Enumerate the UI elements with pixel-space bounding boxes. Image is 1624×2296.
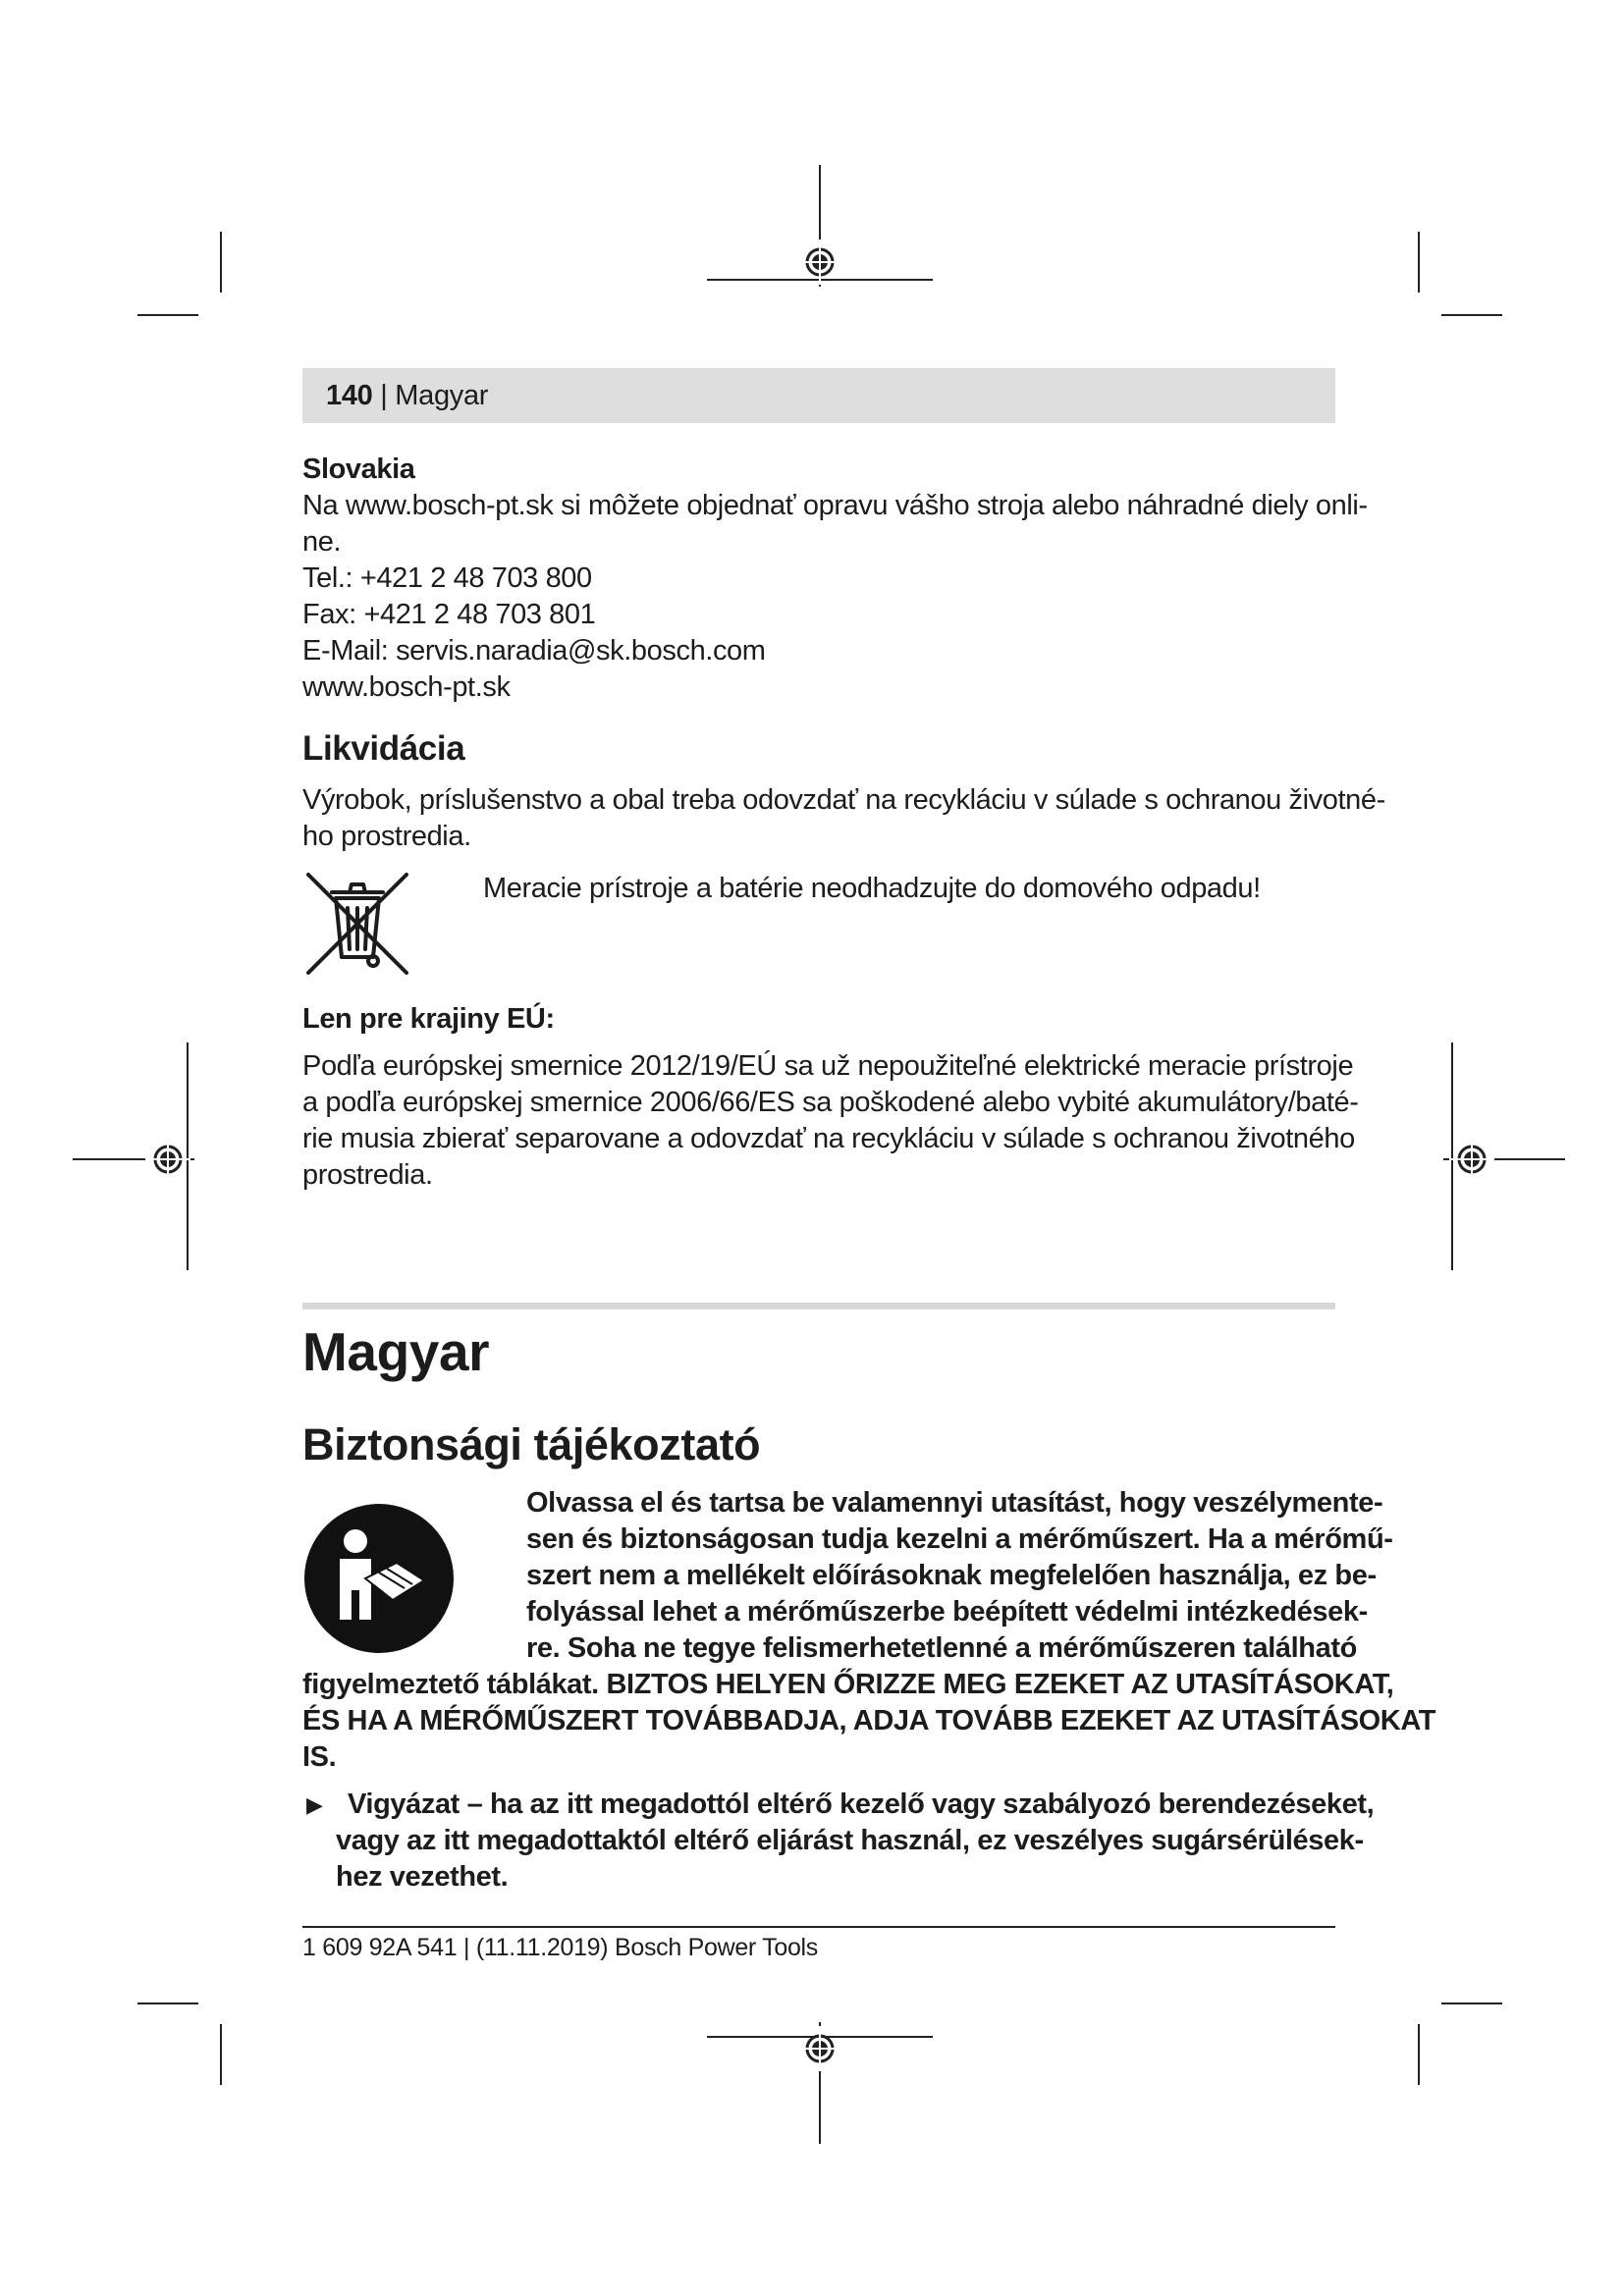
safety-line: szert nem a mellékelt előírásoknak megfelelően használja, ez be- <box>526 1560 1377 1591</box>
warning-line: Vigyázat – ha az itt megadottól eltérő kezelő vagy szabályozó berendezéseket, <box>348 1789 1375 1820</box>
safety-line: folyással lehet a mérőműszerbe beépített védelmi intézkedések- <box>526 1596 1368 1628</box>
registration-mark-icon <box>145 1137 190 1182</box>
safety-intro-full <box>302 1667 1436 1776</box>
safety-line: re. Soha ne tegye felismerhetetlenné a mérőműszeren található <box>526 1632 1357 1664</box>
slovakia-website: www.bosch-pt.sk <box>302 671 511 703</box>
slovakia-line: Na www.bosch-pt.sk si môžete objednať opravu vášho stroja alebo náhradné diely onli- <box>302 490 1368 521</box>
slovakia-section <box>302 452 1368 706</box>
safety-title: Biztonsági tájékoztató <box>302 1419 761 1469</box>
slovakia-email: E-Mail: servis.naradia@sk.bosch.com <box>302 635 766 667</box>
disposal-icon-note-block <box>483 871 1308 907</box>
safety-line: sen és biztonságosan tudja kezelni a mérőműszert. Ha a mérőmű- <box>526 1523 1393 1555</box>
warning-line: hez vezethet. <box>336 1861 509 1893</box>
page-number: 140 <box>326 380 373 411</box>
safety-line: figyelmeztető táblákat. BIZTOS HELYEN ŐRIZZE MEG EZEKET AZ UTASÍTÁSOKAT, <box>302 1669 1394 1700</box>
slovakia-phone: Tel.: +421 2 48 703 800 <box>302 562 592 594</box>
registration-mark-icon <box>797 240 842 285</box>
read-manual-icon <box>302 1502 456 1655</box>
footer-text: 1 609 92A 541 | (11.11.2019) Bosch Power Tools <box>302 1934 819 1961</box>
slovakia-title: Slovakia <box>302 454 415 485</box>
eu-text <box>302 1048 1359 1194</box>
eu-line: prostredia. <box>302 1159 433 1191</box>
eu-line: rie musia zbierať separovane a odovzdať na recykláciu v súlade s ochranou životného <box>302 1123 1355 1154</box>
safety-line: Olvassa el és tartsa be valamennyi utasítást, hogy veszélymente- <box>526 1487 1383 1519</box>
magyar-title-block <box>302 1321 1335 1382</box>
crossed-out-wheelie-bin-icon <box>302 869 412 979</box>
safety-title-block <box>302 1419 1335 1470</box>
disposal-title: Likvidácia <box>302 729 465 768</box>
disposal-line: ho prostredia. <box>302 821 471 852</box>
warning-line: vagy az itt megadottaktól eltérő eljárást használ, ez veszélyes sugársérülések- <box>336 1825 1364 1856</box>
slovakia-line: ne. <box>302 526 342 558</box>
disposal-icon-note: Meracie prístroje a batérie neodhadzujte do domového odpadu! <box>483 873 1261 904</box>
disposal-text <box>302 782 1385 855</box>
header-section: Magyar <box>395 380 489 411</box>
bullet-arrow-icon: ▶ <box>306 1792 323 1817</box>
page-header <box>302 368 1335 423</box>
disposal-line: Výrobok, príslušenstvo a obal treba odovzdať na recykláciu v súlade s ochranou životné- <box>302 784 1385 816</box>
eu-line: a podľa európskej smernice 2006/66/ES sa poškodené alebo vybité akumulátory/baté- <box>302 1087 1359 1118</box>
eu-line: Podľa európskej smernice 2012/19/EÚ sa už nepoužiteľné elektrické meracie prístroje <box>302 1050 1354 1082</box>
safety-line: IS. <box>302 1741 337 1773</box>
safety-intro-beside-icon <box>526 1485 1393 1667</box>
registration-mark-icon <box>1449 1137 1494 1182</box>
safety-line: ÉS HA A MÉRŐMŰSZERT TOVÁBBADJA, ADJA TOVÁBB EZEKET AZ UTASÍTÁSOKAT <box>302 1705 1436 1736</box>
header-separator: | <box>380 380 388 411</box>
registration-mark-icon <box>797 2026 842 2071</box>
footer-rule <box>302 1926 1335 1928</box>
magyar-title: Magyar <box>302 1321 490 1382</box>
section-divider <box>302 1303 1335 1309</box>
disposal-section <box>302 728 1335 770</box>
eu-title: Len pre krajiny EÚ: <box>302 1003 555 1035</box>
eu-section <box>302 1001 1335 1038</box>
slovakia-fax: Fax: +421 2 48 703 801 <box>302 599 596 630</box>
